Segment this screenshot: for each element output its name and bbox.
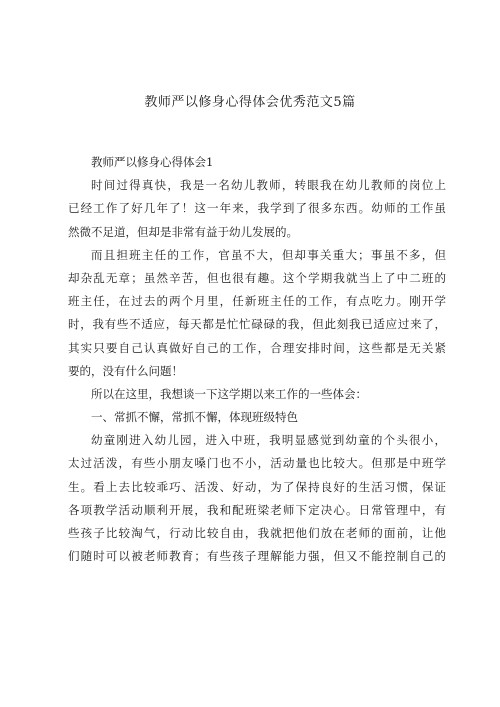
body-line: 其实只要自己认真做好自己的工作，合理安排时间，这些都是无关紧: [68, 340, 446, 355]
body-line: 要的，没有什么问题！: [68, 363, 183, 378]
body-line: 已经工作了好几年了！这一年来，我学到了很多东西。幼师的工作虽: [68, 201, 446, 216]
body-line: 而且担班主任的工作，官虽不大，但却事关重大；事虽不多，但: [91, 247, 446, 262]
document-body: [68, 151, 446, 568]
body-line: 太过活泼，有些小朋友嗓门也不小，活动量也比较大。但那是中班学: [68, 456, 446, 471]
body-line: 时间过得真快，我是一名幼儿教师，转眼我在幼儿教师的岗位上: [91, 178, 446, 193]
body-line: 时，我有些不适应，每天都是忙忙碌碌的我，但此刻我已适应过来了，: [68, 317, 446, 332]
body-line: 却杂乱无章；虽然辛苦，但也很有趣。这个学期我就当上了中二班的: [68, 270, 446, 285]
body-line: 一、常抓不懈，常抓不懈，体现班级特色: [91, 410, 298, 425]
body-line: 生。看上去比较乖巧、活泼、好动，为了保持良好的生活习惯，保证: [68, 479, 446, 494]
document-title: 教师严以修身心得体会优秀范文5篇: [144, 95, 356, 110]
body-line: 各项教学活动顺利开展，我和配班梁老师下定决心。日常管理中，有: [68, 502, 446, 517]
body-line: 班主任，在过去的两个月里，任新班主任的工作，有点吃力。刚开学: [68, 294, 446, 309]
body-line: 们随时可以被老师教育；有些孩子理解能力强，但又不能控制自己的: [68, 549, 446, 564]
body-line: 然微不足道，但却是非常有益于幼儿发展的。: [68, 224, 298, 239]
body-line: 些孩子比较淘气，行动比较自由，我就把他们放在老师的面前，让他: [68, 526, 446, 540]
body-line: 幼童刚进入幼儿园，进入中班，我明显感觉到幼童的个头很小，: [91, 433, 446, 448]
body-line: 所以在这里，我想谈一下这学期以来工作的一些体会：: [91, 386, 367, 401]
body-line: 教师严以修身心得体会1: [91, 155, 214, 169]
